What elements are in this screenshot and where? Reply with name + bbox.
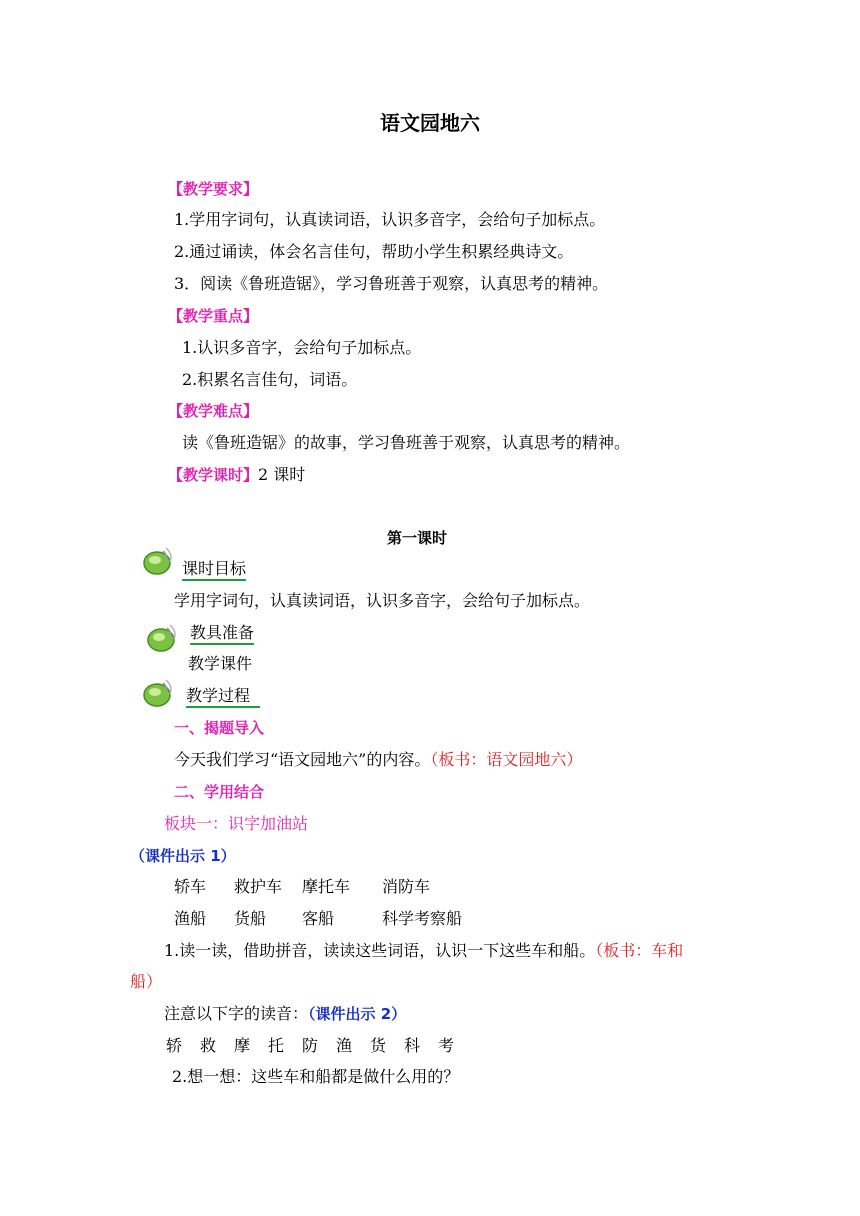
step1-line: [174, 749, 582, 771]
requirement-item: 2.通过诵读，体会名言佳句，帮助小学生积累经典诗文。: [174, 242, 574, 261]
difficulties-header: 【教学难点】: [168, 402, 259, 420]
key-point-item: 1.认识多音字，会给句子加标点。: [182, 338, 422, 357]
word: 货船: [234, 909, 267, 928]
char: 考: [438, 1036, 455, 1055]
requirement-item: 3．阅读《鲁班造锯》，学习鲁班善于观察，认真思考的精神。: [174, 274, 609, 293]
char: 渔: [336, 1036, 353, 1055]
char: 货: [370, 1036, 387, 1055]
page-title: 语文园地六: [380, 111, 480, 135]
tools-text: 教学课件: [188, 654, 253, 673]
speaker-leaf-icon: [145, 621, 179, 655]
word: 轿车: [174, 877, 207, 896]
goal-text: 学用字词句，认真读词语，认识多音字，会给句子加标点。: [174, 591, 591, 610]
question1-board-note-cont: 船）: [130, 972, 163, 991]
speaker-leaf-icon: [141, 544, 175, 578]
char: 摩: [234, 1036, 251, 1055]
char: 轿: [166, 1036, 183, 1055]
char: 防: [302, 1036, 319, 1055]
word: 摩托车: [302, 877, 351, 896]
periods-line: [168, 464, 305, 486]
difficulties-text: 读《鲁班造锯》的故事，学习鲁班善于观察，认真思考的精神。: [182, 433, 631, 452]
char: 救: [200, 1036, 217, 1055]
key-points-header: 【教学重点】: [168, 307, 259, 325]
char: 科: [404, 1036, 421, 1055]
question1: [164, 940, 683, 962]
word: 客船: [302, 909, 335, 928]
question1-board-note: （板书：车和: [595, 941, 684, 960]
process-label: 教学过程: [186, 685, 260, 707]
chars-row: [166, 1035, 454, 1057]
key-point-item: 2.积累名言佳句，词语。: [182, 370, 358, 389]
step1-text: 今天我们学习“语文园地六”的内容。: [174, 750, 431, 769]
courseware1: （课件出示 1）: [130, 847, 236, 865]
question2: 2.想一想：这些车和船都是做什么用的？: [172, 1067, 460, 1086]
question1-text: 1.读一读，借助拼音，读读这些词语，认识一下这些车和船。: [164, 941, 596, 960]
word-row-vehicles: [174, 876, 430, 898]
word: 科学考察船: [382, 909, 463, 928]
requirements-header: 【教学要求】: [168, 180, 259, 198]
goal-label: 课时目标: [182, 558, 246, 580]
notice-line: [164, 1003, 406, 1025]
char: 托: [268, 1036, 285, 1055]
word: 渔船: [174, 909, 207, 928]
word: 救护车: [234, 877, 283, 896]
courseware2: （课件出示 2）: [308, 1005, 407, 1023]
periods-header: 【教学课时】: [168, 466, 259, 484]
lesson-title: 第一课时: [387, 529, 448, 547]
periods-value: 2 课时: [258, 465, 306, 484]
requirement-item: 1.学用字词句，认真读词语，认识多音字，会给句子加标点。: [174, 210, 606, 229]
word-row-ships: [174, 908, 462, 930]
word: 消防车: [382, 877, 431, 896]
tools-label: 教具准备: [190, 622, 254, 644]
speaker-leaf-icon: [141, 676, 175, 710]
step1-title: 一、揭题导入: [174, 719, 265, 737]
block1-title: 板块一：识字加油站: [164, 814, 309, 833]
notice-text: 注意以下字的读音：: [164, 1004, 309, 1023]
step1-board-note: （板书：语文园地六）: [430, 750, 583, 769]
step2-title: 二、学用结合: [174, 783, 265, 801]
